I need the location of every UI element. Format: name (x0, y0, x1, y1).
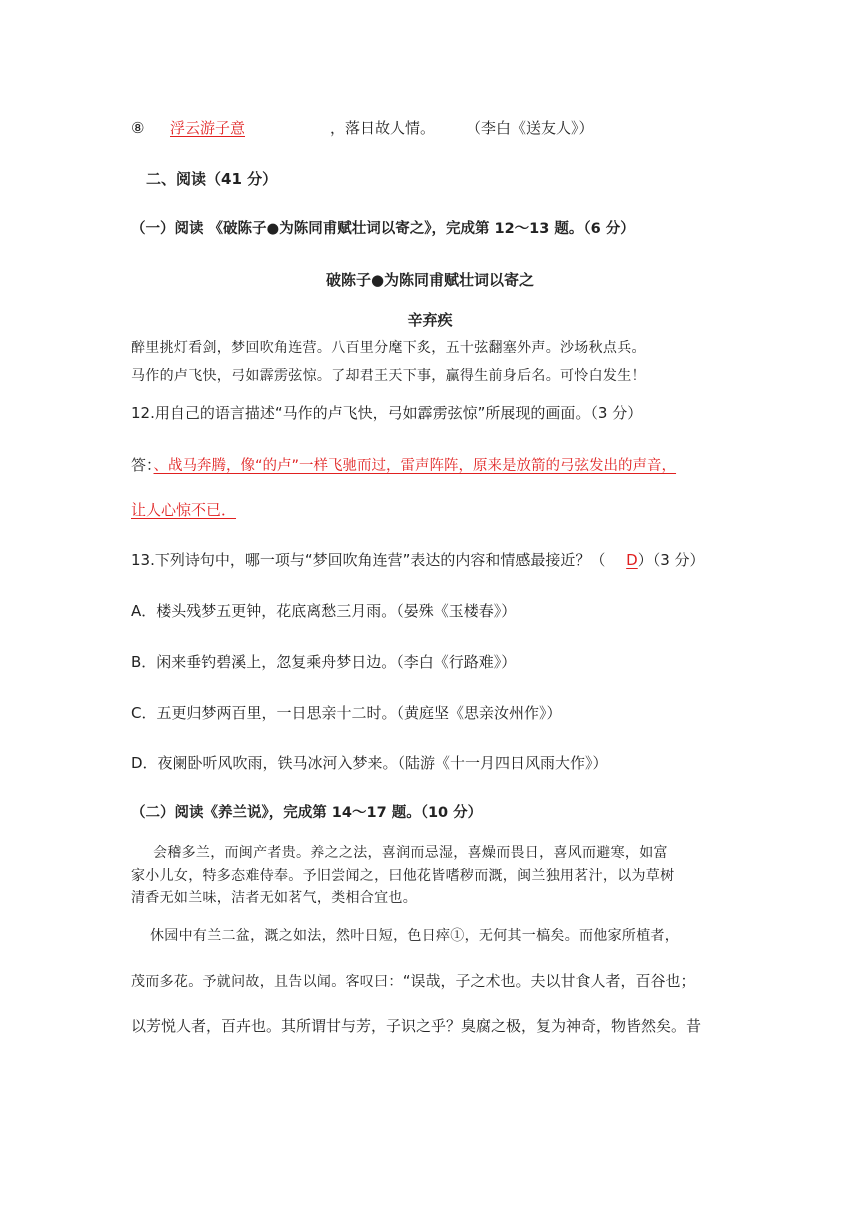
poem-author: 辛弃疾 (407, 311, 453, 329)
question-13-prompt: 13.下列诗句中，哪一项与“梦回吹角连营”表达的内容和情感最接近？（ (131, 551, 611, 569)
question-12: 12.用自己的语言描述“马作的卢飞快，弓如霹雳弦惊”所展现的画面。（3 分） (131, 404, 643, 422)
reading-2-heading: （二）阅读《养兰说》，完成第 14～17 题。（10 分） (131, 805, 483, 821)
option-b: B．闲来垂钓碧溪上，忽复乘舟梦日边。（李白《行路难》） (131, 653, 517, 671)
answer-12-line-2: 让人心惊不已． (131, 501, 237, 519)
answer-text: 、战马奔腾，像“的卢”一样飞驰而过，雷声阵阵，原来是放箭的弓弦发出的声音， (153, 458, 677, 474)
section-heading: 二、阅读（41 分） (146, 170, 278, 188)
passage-quote: “误哉，子之术也。夫以甘食人者，百谷也； (402, 972, 696, 990)
option-d: D．夜阑卧听风吹雨，铁马冰河入梦来。（陆游《十一月四日风雨大作》） (131, 754, 608, 772)
answer-12-line-1 (131, 455, 676, 476)
poem-line: 马作的卢飞快，弓如霹雳弦惊。了却君王天下事，赢得生前身后名。可怜白发生！ (131, 368, 646, 384)
passage-line: 以芳悦人者，百卉也。其所谓甘与芳，子识之乎？臭腐之极，复为神奇，物皆然矣。昔 (131, 1017, 702, 1035)
option-c: C．五更归梦两百里，一日思亲十二时。（黄庭坚《思亲汝州作》） (131, 704, 562, 722)
poem-line-8 (131, 118, 246, 138)
question-13-answer: D (626, 551, 638, 569)
passage-line: 会稽多兰，而闽产者贵。养之之法，喜润而忌湿，喜燥而畏日，喜风而避寒，如富 (153, 845, 668, 861)
answer-label: 答： (131, 456, 154, 474)
passage-line (131, 971, 695, 992)
poem-line-8-source (466, 118, 594, 138)
reading-1-heading: （一）阅读 《破陈子●为陈同甫赋壮词以寄之》，完成第 12～13 题。（6 分） (131, 221, 635, 237)
passage-line: 家小儿女，特多态难侍奉。予旧尝闻之，曰他花皆嗜秽而溉，闽兰独用茗汁，以为草树 (131, 868, 675, 884)
option-a: A．楼头残梦五更钟，花底离愁三月雨。（晏殊《玉楼春》） (131, 602, 517, 620)
question-13-score: ）（3 分） (637, 551, 705, 569)
passage-line: 休园中有兰二盆，溉之如法，然叶日短，色日瘁①，无何其一槁矣。而他家所植者， (150, 928, 680, 944)
poem-line-8-rest (330, 118, 435, 138)
poem-line: 醉里挑灯看剑，梦回吹角连营。八百里分麾下炙，五十弦翻塞外声。沙场秋点兵。 (131, 340, 646, 356)
question-13 (131, 550, 705, 570)
passage-line: 清香无如兰味，洁者无如茗气，类相合宜也。 (131, 890, 417, 906)
source-citation: （李白《送友人》） (466, 119, 594, 137)
item-marker: ⑧ (131, 119, 145, 137)
passage-text: 茂而多花。予就问故，且告以闻。客叹曰： (131, 974, 403, 990)
poem-title: 破陈子●为陈同甫赋壮词以寄之 (325, 271, 535, 289)
fill-in-answer: 浮云游子意 (170, 119, 246, 137)
poem-line-8-text: ，落日故人情。 (330, 119, 436, 137)
